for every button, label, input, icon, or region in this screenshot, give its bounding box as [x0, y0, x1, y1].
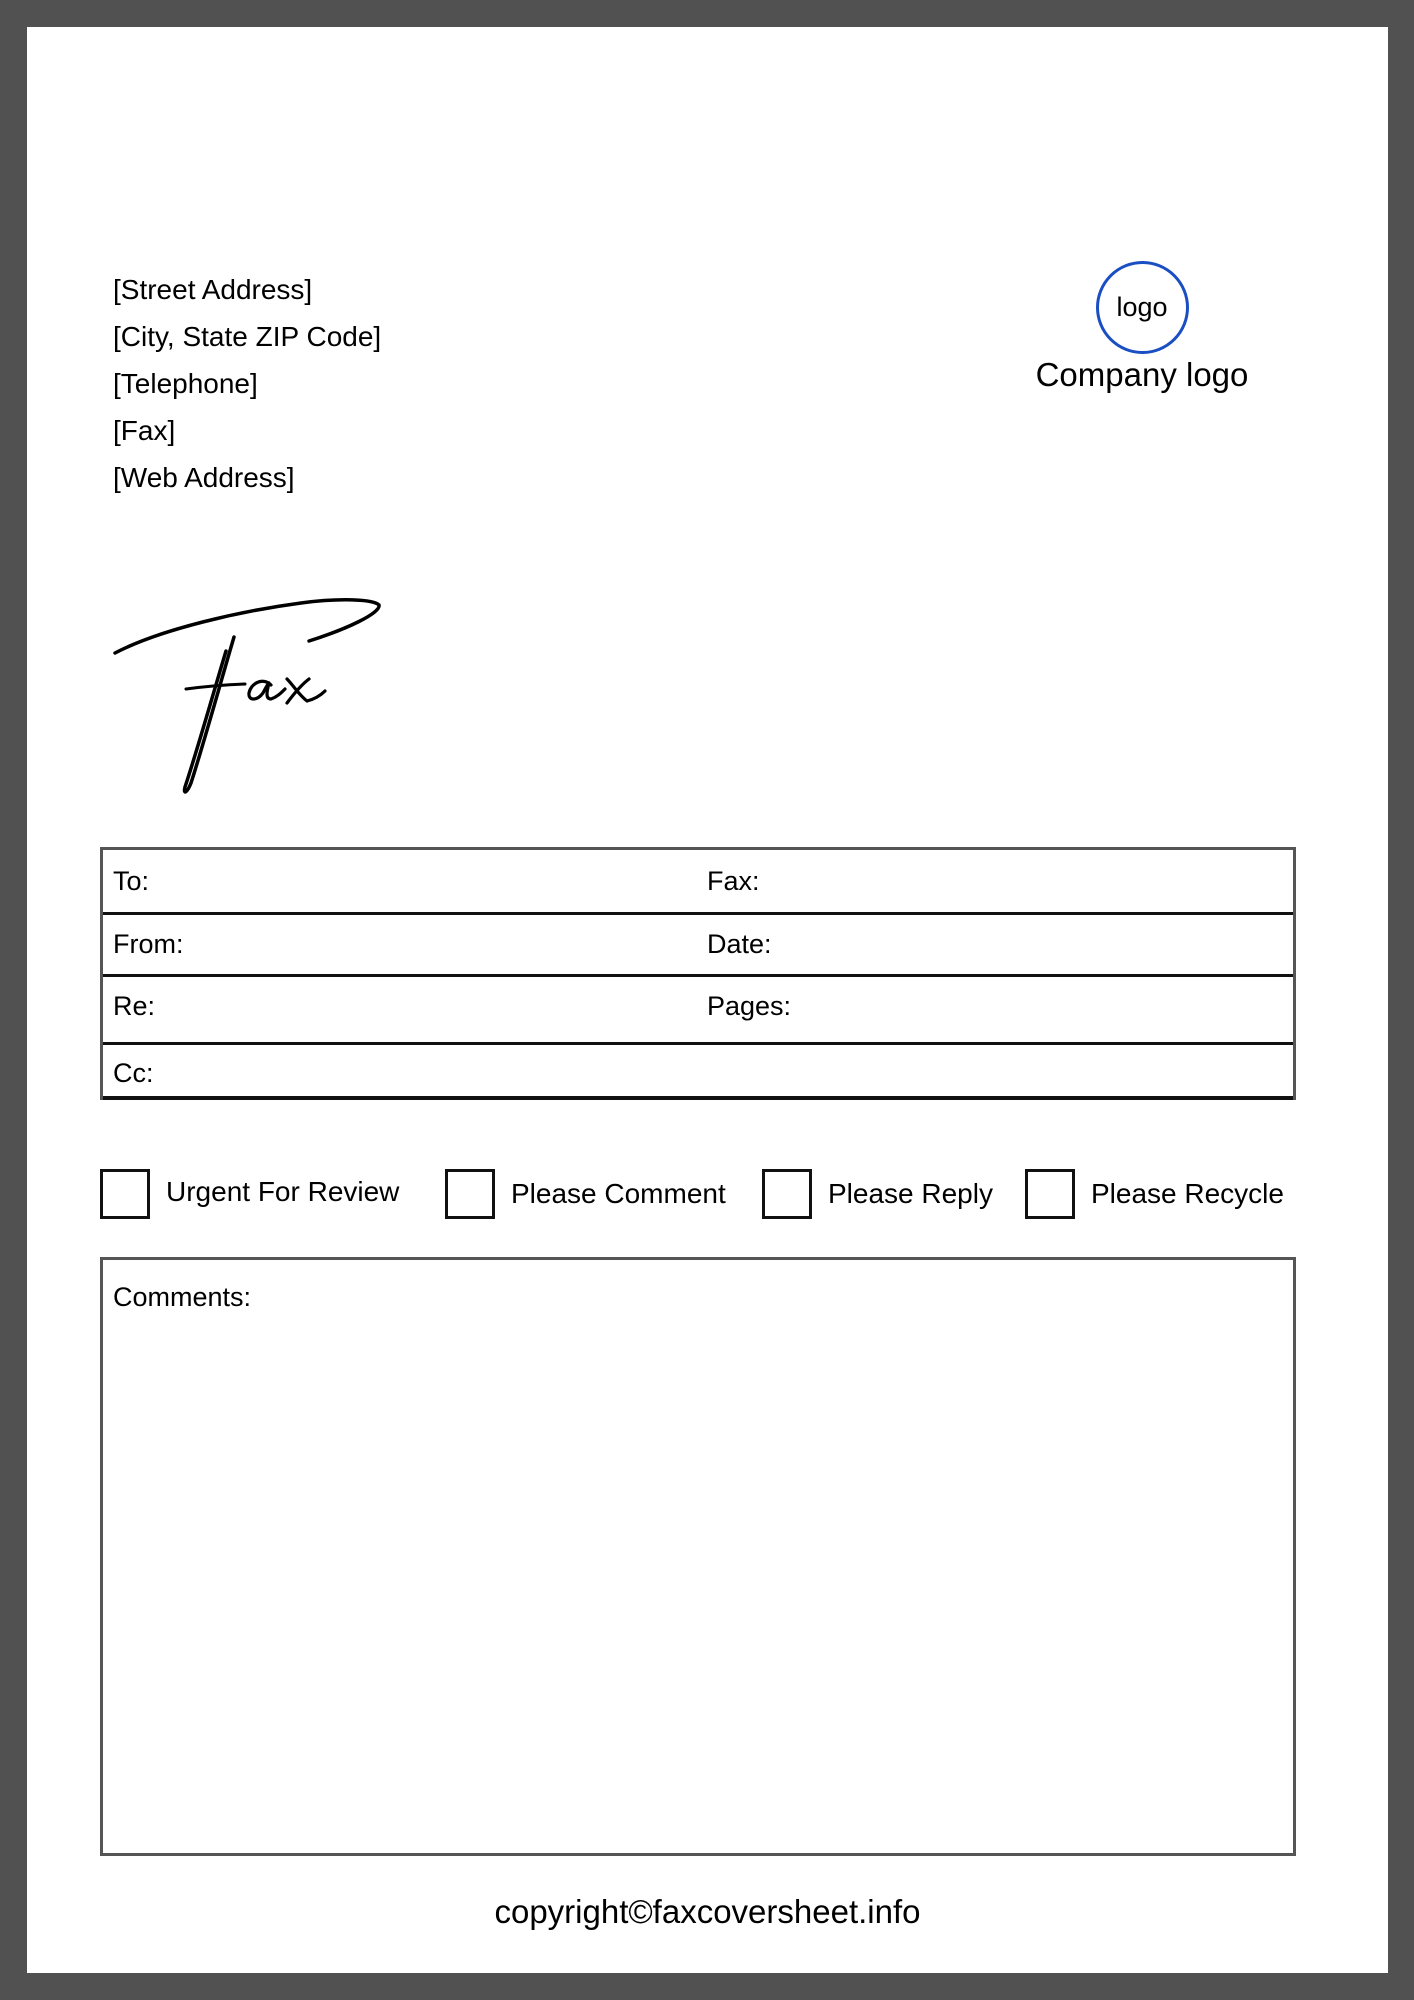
checkbox-group — [100, 1169, 1320, 1225]
checkbox-box[interactable] — [445, 1169, 495, 1219]
street-address: [Street Address] — [113, 274, 313, 305]
copyright-footer: copyright©faxcoversheet.info — [494, 1893, 921, 1930]
checkbox-box[interactable] — [100, 1169, 150, 1219]
checkbox-urgent-for-review[interactable] — [100, 1169, 399, 1219]
fax-script-top-stroke — [115, 600, 379, 653]
comments-box — [100, 1257, 1296, 1856]
to-label[interactable]: To: — [113, 866, 150, 896]
comments-input[interactable] — [113, 1322, 1283, 1843]
divider — [103, 912, 1293, 915]
company-logo — [982, 261, 1302, 394]
checkbox-label: Please Reply — [828, 1178, 993, 1209]
comments-label: Comments: — [113, 1282, 252, 1312]
checkbox-please-recycle[interactable] — [1025, 1169, 1284, 1219]
logo-circle — [1096, 261, 1189, 354]
checkbox-label: Please Comment — [511, 1178, 726, 1209]
fax-number: [Fax] — [113, 415, 176, 446]
checkbox-box[interactable] — [762, 1169, 812, 1219]
city-state-zip: [City, State ZIP Code] — [113, 321, 382, 352]
fax-script-stem — [184, 637, 234, 792]
fax-script-letters-ax — [249, 679, 325, 703]
fax-label[interactable]: Fax: — [707, 866, 760, 896]
sender-address-block — [113, 266, 381, 501]
date-label[interactable]: Date: — [707, 929, 772, 959]
pages-label[interactable]: Pages: — [707, 991, 792, 1021]
fax-script-heading — [111, 561, 391, 801]
checkbox-label: Please Recycle — [1091, 1178, 1284, 1209]
checkbox-label: Urgent For Review — [166, 1176, 400, 1207]
logo-caption: Company logo — [1035, 356, 1249, 393]
checkbox-please-reply[interactable] — [762, 1169, 993, 1219]
divider — [103, 1096, 1293, 1100]
logo-text: logo — [1116, 292, 1168, 322]
checkbox-box[interactable] — [1025, 1169, 1075, 1219]
fax-cover-sheet — [27, 27, 1388, 1973]
web-address: [Web Address] — [113, 462, 295, 493]
telephone: [Telephone] — [113, 368, 258, 399]
checkbox-please-comment[interactable] — [445, 1169, 726, 1219]
from-label[interactable]: From: — [113, 929, 184, 959]
divider — [103, 1042, 1293, 1045]
re-label[interactable]: Re: — [113, 991, 156, 1021]
cc-label[interactable]: Cc: — [113, 1058, 154, 1088]
recipient-info-table — [100, 847, 1296, 1100]
divider — [103, 974, 1293, 977]
